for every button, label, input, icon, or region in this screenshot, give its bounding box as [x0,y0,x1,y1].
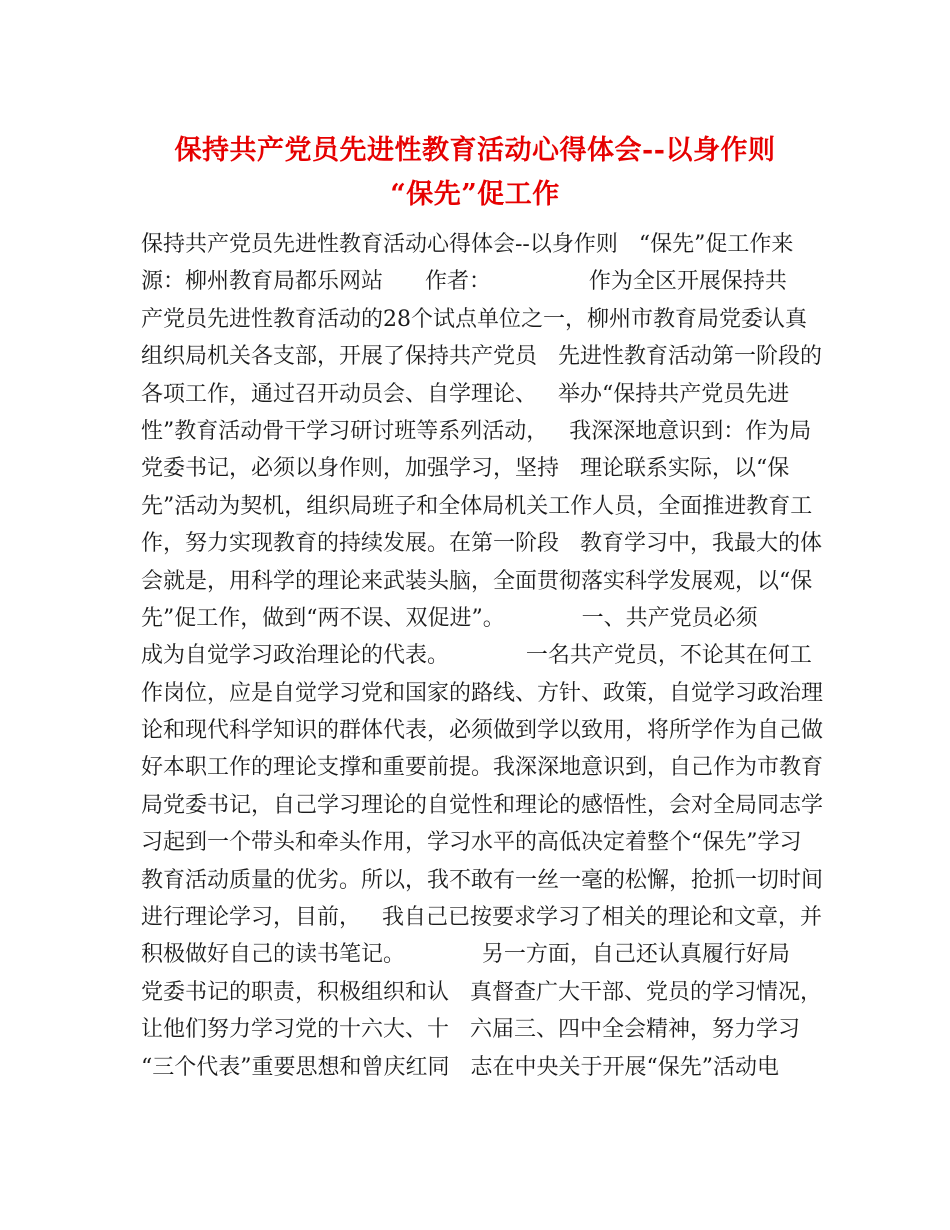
body-line: 局党委书记，自己学习理论的自觉性和理论的感悟性，会对全局同志学 [141,792,824,818]
body-line: 性”教育活动骨干学习研讨班等系列活动， 我深深地意识到：作为局 [141,418,812,444]
body-line: 成为自觉学习政治理论的代表。 一名共产党员，不论其在何工 [141,643,812,669]
body-line: 让他们努力学习党的十六大、十 六届三、四中全会精神，努力学习 [141,1017,800,1043]
body-line: 先”活动为契机，组织局班子和全体局机关工作人员，全面推进教育工 [141,493,813,519]
document-title-line-2: “保先”促工作 [390,179,560,210]
body-line: 作岗位，应是自觉学习党和国家的路线、方针、政策，自觉学习政治理 [141,680,824,706]
body-line: 教育活动质量的优劣。所以，我不敢有一丝一毫的松懈，抢抓一切时间 [141,867,824,893]
body-line: 先”促工作，做到“两不误、双促进”。 一、共产党员必须 [141,605,758,631]
body-line: 积极做好自己的读书笔记。 另一方面，自己还认真履行好局 [141,942,790,968]
body-line: 作，努力实现教育的持续发展。在第一阶段 教育学习中，我最大的体 [141,531,822,557]
body-line: 会就是，用科学的理论来武装头脑，全面贯彻落实科学发展观，以“保 [141,568,813,594]
body-line: 产党员先进性教育活动的28个试点单位之一，柳州市教育局党委认真 [141,306,807,332]
body-line: 进行理论学习，目前， 我自己已按要求学习了相关的理论和文章，并 [141,905,822,931]
document-title-line-1: 保持共产党员先进性教育活动心得体会--以身作则 [174,135,776,166]
body-line: 论和现代科学知识的群体代表，必须做到学以致用，将所学作为自己做 [141,718,824,744]
body-line: “三个代表”重要思想和曾庆红同 志在中央关于开展“保先”活动电 [141,1054,779,1080]
body-line: 源：柳州教育局都乐网站 作者： 作为全区开展保持共 [141,269,787,295]
body-line: 党委书记的职责，积极组织和认 真督查广大干部、党员的学习情况， [141,979,822,1005]
body-line: 各项工作，通过召开动员会、自学理论、 举办“保持共产党员先进 [141,381,790,407]
body-line: 保持共产党员先进性教育活动心得体会--以身作则 “保先”促工作来 [141,232,794,257]
body-line: 好本职工作的理论支撑和重要前提。我深深地意识到，自己作为市教育 [141,755,824,781]
document-body [141,226,824,1086]
body-line: 组织局机关各支部，开展了保持共产党员 先进性教育活动第一阶段的 [141,344,822,370]
body-line: 习起到一个带头和牵头作用，学习水平的高低决定着整个“保先”学习 [141,830,802,856]
body-line: 党委书记，必须以身作则，加强学习，坚持 理论联系实际，以“保 [141,456,790,482]
